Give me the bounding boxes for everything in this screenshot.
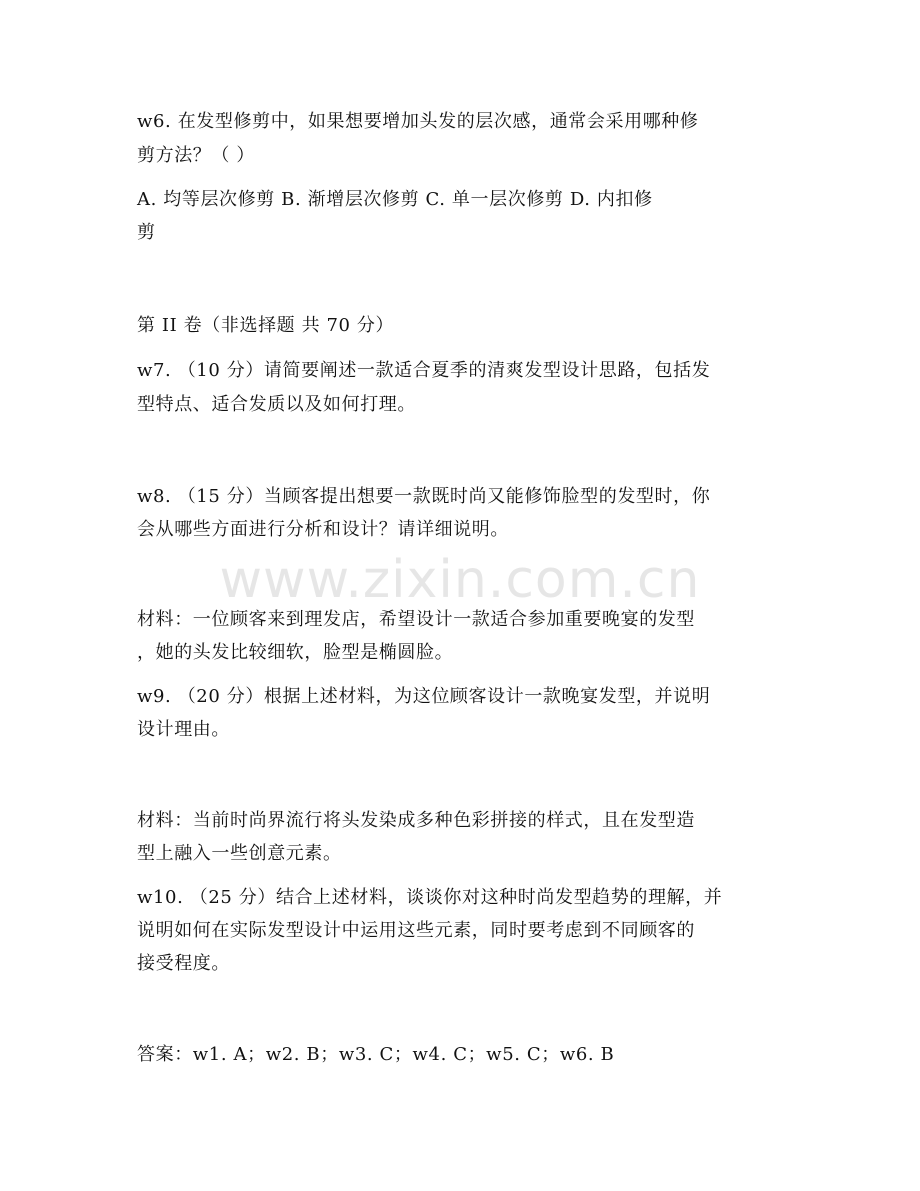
question-10-line-3: 接受程度。 — [137, 953, 230, 974]
material-2-line-1: 材料：当前时尚界流行将头发染成多种色彩拼接的样式，且在发型造 — [137, 810, 695, 831]
question-7-line-1: w7. （10 分）请简要阐述一款适合夏季的清爽发型设计思路，包括发 — [137, 360, 711, 381]
question-6-options-line-1: A. 均等层次修剪 B. 渐增层次修剪 C. 单一层次修剪 D. 内扣修 — [137, 189, 653, 210]
question-6-stem-line-1: w6. 在发型修剪中，如果想要增加头发的层次感，通常会采用哪种修 — [137, 111, 699, 132]
material-1-line-2: ，她的头发比较细软，脸型是椭圆脸。 — [137, 642, 454, 663]
section-2-heading: 第 II 卷（非选择题 共 70 分） — [137, 315, 395, 336]
question-7-line-2: 型特点、适合发质以及如何打理。 — [137, 394, 416, 415]
question-10-line-1: w10. （25 分）结合上述材料，谈谈你对这种时尚发型趋势的理解，并 — [137, 887, 723, 908]
answer-key: 答案：w1. A；w2. B；w3. C；w4. C；w5. C；w6. B — [137, 1044, 615, 1065]
question-8-line-1: w8. （15 分）当顾客提出想要一款既时尚又能修饰脸型的发型时，你 — [137, 486, 711, 507]
question-6-options-line-2: 剪 — [137, 222, 156, 243]
question-10-line-2: 说明如何在实际发型设计中运用这些元素，同时要考虑到不同顾客的 — [137, 920, 695, 941]
watermark: www.zixin.com.cn — [219, 550, 701, 610]
question-9-line-1: w9. （20 分）根据上述材料，为这位顾客设计一款晚宴发型，并说明 — [137, 686, 711, 707]
question-6-stem-line-2: 剪方法？（ ） — [137, 145, 255, 166]
question-8-line-2: 会从哪些方面进行分析和设计？请详细说明。 — [137, 519, 509, 540]
question-9-line-2: 设计理由。 — [137, 719, 230, 740]
material-2-line-2: 型上融入一些创意元素。 — [137, 843, 342, 864]
material-1-line-1: 材料：一位顾客来到理发店，希望设计一款适合参加重要晚宴的发型 — [137, 609, 695, 630]
